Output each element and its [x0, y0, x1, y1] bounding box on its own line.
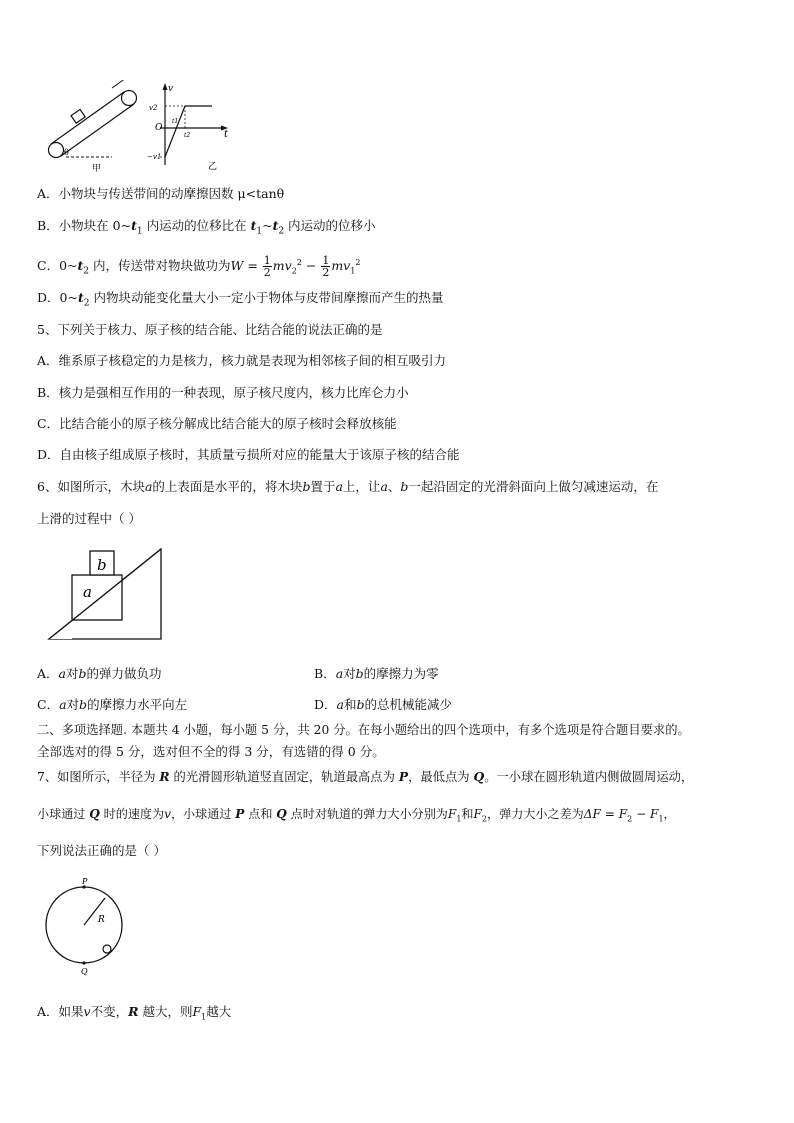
- var-p: P: [398, 769, 409, 784]
- fraction-half: [263, 255, 272, 278]
- text: A．如果: [37, 1004, 84, 1019]
- text: −: [301, 258, 321, 274]
- var-mv: mv: [331, 258, 351, 274]
- q5-option-b: B．核力是强相互作用的一种表现，原子核尺度内，核力比库仑力小: [37, 385, 409, 400]
- q4-option-c: [37, 248, 360, 287]
- fraction-half: [321, 255, 330, 278]
- text: 内运动的位移比在: [142, 218, 251, 233]
- var-a: a: [336, 697, 344, 712]
- text: 内运动的位移小: [284, 218, 376, 233]
- var-a: a: [58, 666, 66, 681]
- t1-label: t1: [172, 118, 179, 125]
- q4-option-a: A．小物块与传送带间的动摩擦因数 μ<tanθ: [37, 186, 285, 201]
- formula: ΔF = F: [583, 807, 628, 821]
- var-a: a: [144, 479, 153, 494]
- text: 的摩擦力为零: [363, 666, 439, 681]
- text: =: [243, 258, 262, 274]
- text: 内，传送带对物块做功为: [89, 258, 231, 274]
- q6-stem-line2: 上滑的过程中（ ）: [37, 511, 141, 526]
- text: 越大: [206, 1004, 232, 1019]
- text: D．: [314, 697, 337, 712]
- var-a: a: [59, 697, 67, 712]
- angle-label: θ: [64, 148, 69, 157]
- ground-label: 甲: [92, 164, 102, 174]
- q7-stem-line3: 下列说法正确的是（ ）: [37, 843, 166, 858]
- text: B．: [314, 666, 336, 681]
- q6-option-c: [37, 697, 187, 713]
- var-t: t: [77, 258, 84, 274]
- panel-label: 乙: [208, 162, 218, 172]
- text: 一起沿固定的光滑斜面向上做匀减速运动，在: [408, 479, 659, 494]
- var-v: v: [164, 807, 171, 821]
- incline-blocks-figure: [45, 545, 165, 645]
- q5-option-c: C．比结合能小的原子核分解成比结合能大的原子核时会释放核能: [37, 416, 397, 431]
- text: ，: [663, 807, 676, 821]
- text: 内物块动能变化量大小一定小于物体与皮带间摩擦而产生的热量: [89, 290, 444, 305]
- sub: 2: [83, 298, 90, 309]
- var-r: R: [128, 1004, 139, 1019]
- text: ，最低点为: [408, 770, 474, 784]
- sub: 2: [278, 226, 285, 237]
- q5-stem: 5、下列关于核力、原子核的结合能、比结合能的说法正确的是: [37, 322, 383, 337]
- text: A．: [37, 666, 59, 681]
- denominator: 2: [322, 266, 330, 280]
- q7-option-a: [37, 1004, 231, 1026]
- belt-top: [51, 92, 124, 144]
- text: D．0~: [37, 290, 78, 305]
- formula: − F: [632, 807, 659, 821]
- var-t: t: [250, 218, 257, 233]
- text: 的上表面是水平的，将木块: [152, 479, 303, 494]
- text: 点和: [244, 807, 277, 821]
- var-w: W: [230, 258, 244, 274]
- q7-stem-line2: [37, 806, 676, 827]
- sub: 2: [291, 266, 297, 276]
- var-a: a: [380, 479, 388, 494]
- var-b: b: [356, 697, 365, 712]
- block-a: [72, 575, 122, 620]
- text: 越大，则: [138, 1004, 193, 1019]
- v-axis-label: v: [168, 84, 174, 94]
- var-f: F: [473, 807, 482, 821]
- block-b-label: b: [97, 556, 107, 574]
- label-p: P: [82, 877, 88, 886]
- label-r: R: [98, 915, 105, 925]
- var-p: P: [235, 807, 245, 821]
- sub: 1: [456, 814, 462, 824]
- text: 。一小球在圆形轨道内侧做圆周运动，: [484, 770, 694, 784]
- text: 7、如图所示，半径为: [37, 770, 160, 784]
- var-mv: mv: [272, 258, 292, 274]
- q6-stem-line1: [37, 479, 658, 495]
- var-a: a: [335, 479, 343, 494]
- var-f: F: [447, 807, 457, 821]
- q4-option-d: [37, 290, 443, 312]
- sub: 1: [136, 226, 143, 237]
- section2-line1: 二、多项选择题. 本题共 4 小题，每小题 5 分，共 20 分。在每小题给出的四个选项中，有多个选项是符合题目要求的。: [37, 723, 690, 737]
- text: 点时对轨道的弹力大小分别为: [286, 807, 448, 821]
- sup: 2: [355, 258, 361, 267]
- var-f: F: [192, 1004, 202, 1019]
- sub: 1: [658, 814, 664, 824]
- q6-option-b: [314, 666, 439, 682]
- q5-option-a: A．维系原子核稳定的力是核力，核力就是表现为相邻核子间的相互吸引力: [37, 353, 447, 368]
- q7-stem-line1: [37, 769, 693, 785]
- text: 上，让: [342, 479, 381, 494]
- text: 对: [343, 666, 356, 681]
- text: C．0~: [37, 258, 78, 274]
- text: 的弹力做负功: [86, 666, 162, 681]
- sub: 1: [256, 226, 263, 237]
- neg-v1-label: −v1: [147, 153, 162, 161]
- var-t: t: [272, 218, 279, 233]
- text: 对: [66, 697, 80, 712]
- q4-option-b: [37, 218, 376, 240]
- v-axis-arrow: [163, 83, 168, 90]
- numerator: 1: [322, 254, 330, 268]
- text: 的摩擦力水平向左: [87, 697, 188, 712]
- text: 6、如图所示，木块: [37, 479, 145, 494]
- sub: 2: [627, 814, 633, 824]
- text: 时的速度为: [99, 807, 165, 821]
- text: B．小物块在 0~: [37, 218, 132, 233]
- text: 不变，: [90, 1004, 129, 1019]
- point-q: [82, 961, 85, 964]
- sub: 1: [201, 1012, 207, 1022]
- var-v: v: [83, 1004, 91, 1019]
- block-a-label: a: [83, 583, 92, 601]
- sup: 2: [296, 258, 302, 267]
- var-r: R: [159, 769, 170, 784]
- var-b: b: [78, 666, 87, 681]
- belt-bottom: [61, 104, 134, 156]
- v2-label: v2: [149, 104, 158, 112]
- sub: 2: [83, 266, 90, 277]
- var-a: a: [335, 666, 344, 681]
- origin-label: O: [155, 123, 163, 133]
- var-b: b: [302, 479, 311, 494]
- var-b: b: [400, 479, 409, 494]
- numerator: 1: [263, 254, 271, 268]
- sub: 2: [481, 814, 488, 824]
- t-axis-label: t: [224, 129, 229, 140]
- var-q: Q: [89, 807, 100, 821]
- text: 和: [343, 697, 357, 712]
- text: C．: [37, 697, 60, 712]
- q5-option-d: D．自由核子组成原子核时，其质量亏损所对应的能量大于该原子核的结合能: [37, 447, 460, 462]
- motion-arrow: [112, 80, 126, 88]
- text: 的总机械能减少: [364, 697, 453, 712]
- text: 的光滑圆形轨道竖直固定，轨道最高点为: [169, 770, 399, 784]
- var-q: Q: [473, 769, 485, 784]
- conveyor-belt-figure: [40, 80, 140, 175]
- circular-track-figure: [38, 874, 128, 978]
- var-q: Q: [276, 807, 287, 821]
- text: 置于: [310, 479, 336, 494]
- sub: 1: [350, 266, 356, 276]
- section2-line2: 全部选对的得 5 分，选对但不全的得 3 分，有选错的得 0 分。: [37, 744, 385, 759]
- t2-label: t2: [184, 132, 191, 139]
- text: 对: [65, 666, 79, 681]
- text: 和: [461, 807, 474, 821]
- text: ~: [262, 218, 273, 233]
- vt-graph-figure: [142, 80, 242, 175]
- text: ，小球通过: [170, 807, 236, 821]
- var-b: b: [79, 697, 88, 712]
- text: ，弹力大小之差为: [487, 807, 584, 821]
- q6-option-d: [314, 697, 452, 713]
- ball: [103, 945, 111, 953]
- q6-option-a: [37, 666, 162, 682]
- var-t: t: [77, 290, 84, 305]
- var-t: t: [131, 218, 137, 233]
- var-b: b: [355, 666, 364, 681]
- text: 小球通过: [37, 807, 90, 821]
- label-q: Q: [81, 967, 88, 976]
- denominator: 2: [263, 266, 271, 280]
- text: 、: [387, 479, 401, 494]
